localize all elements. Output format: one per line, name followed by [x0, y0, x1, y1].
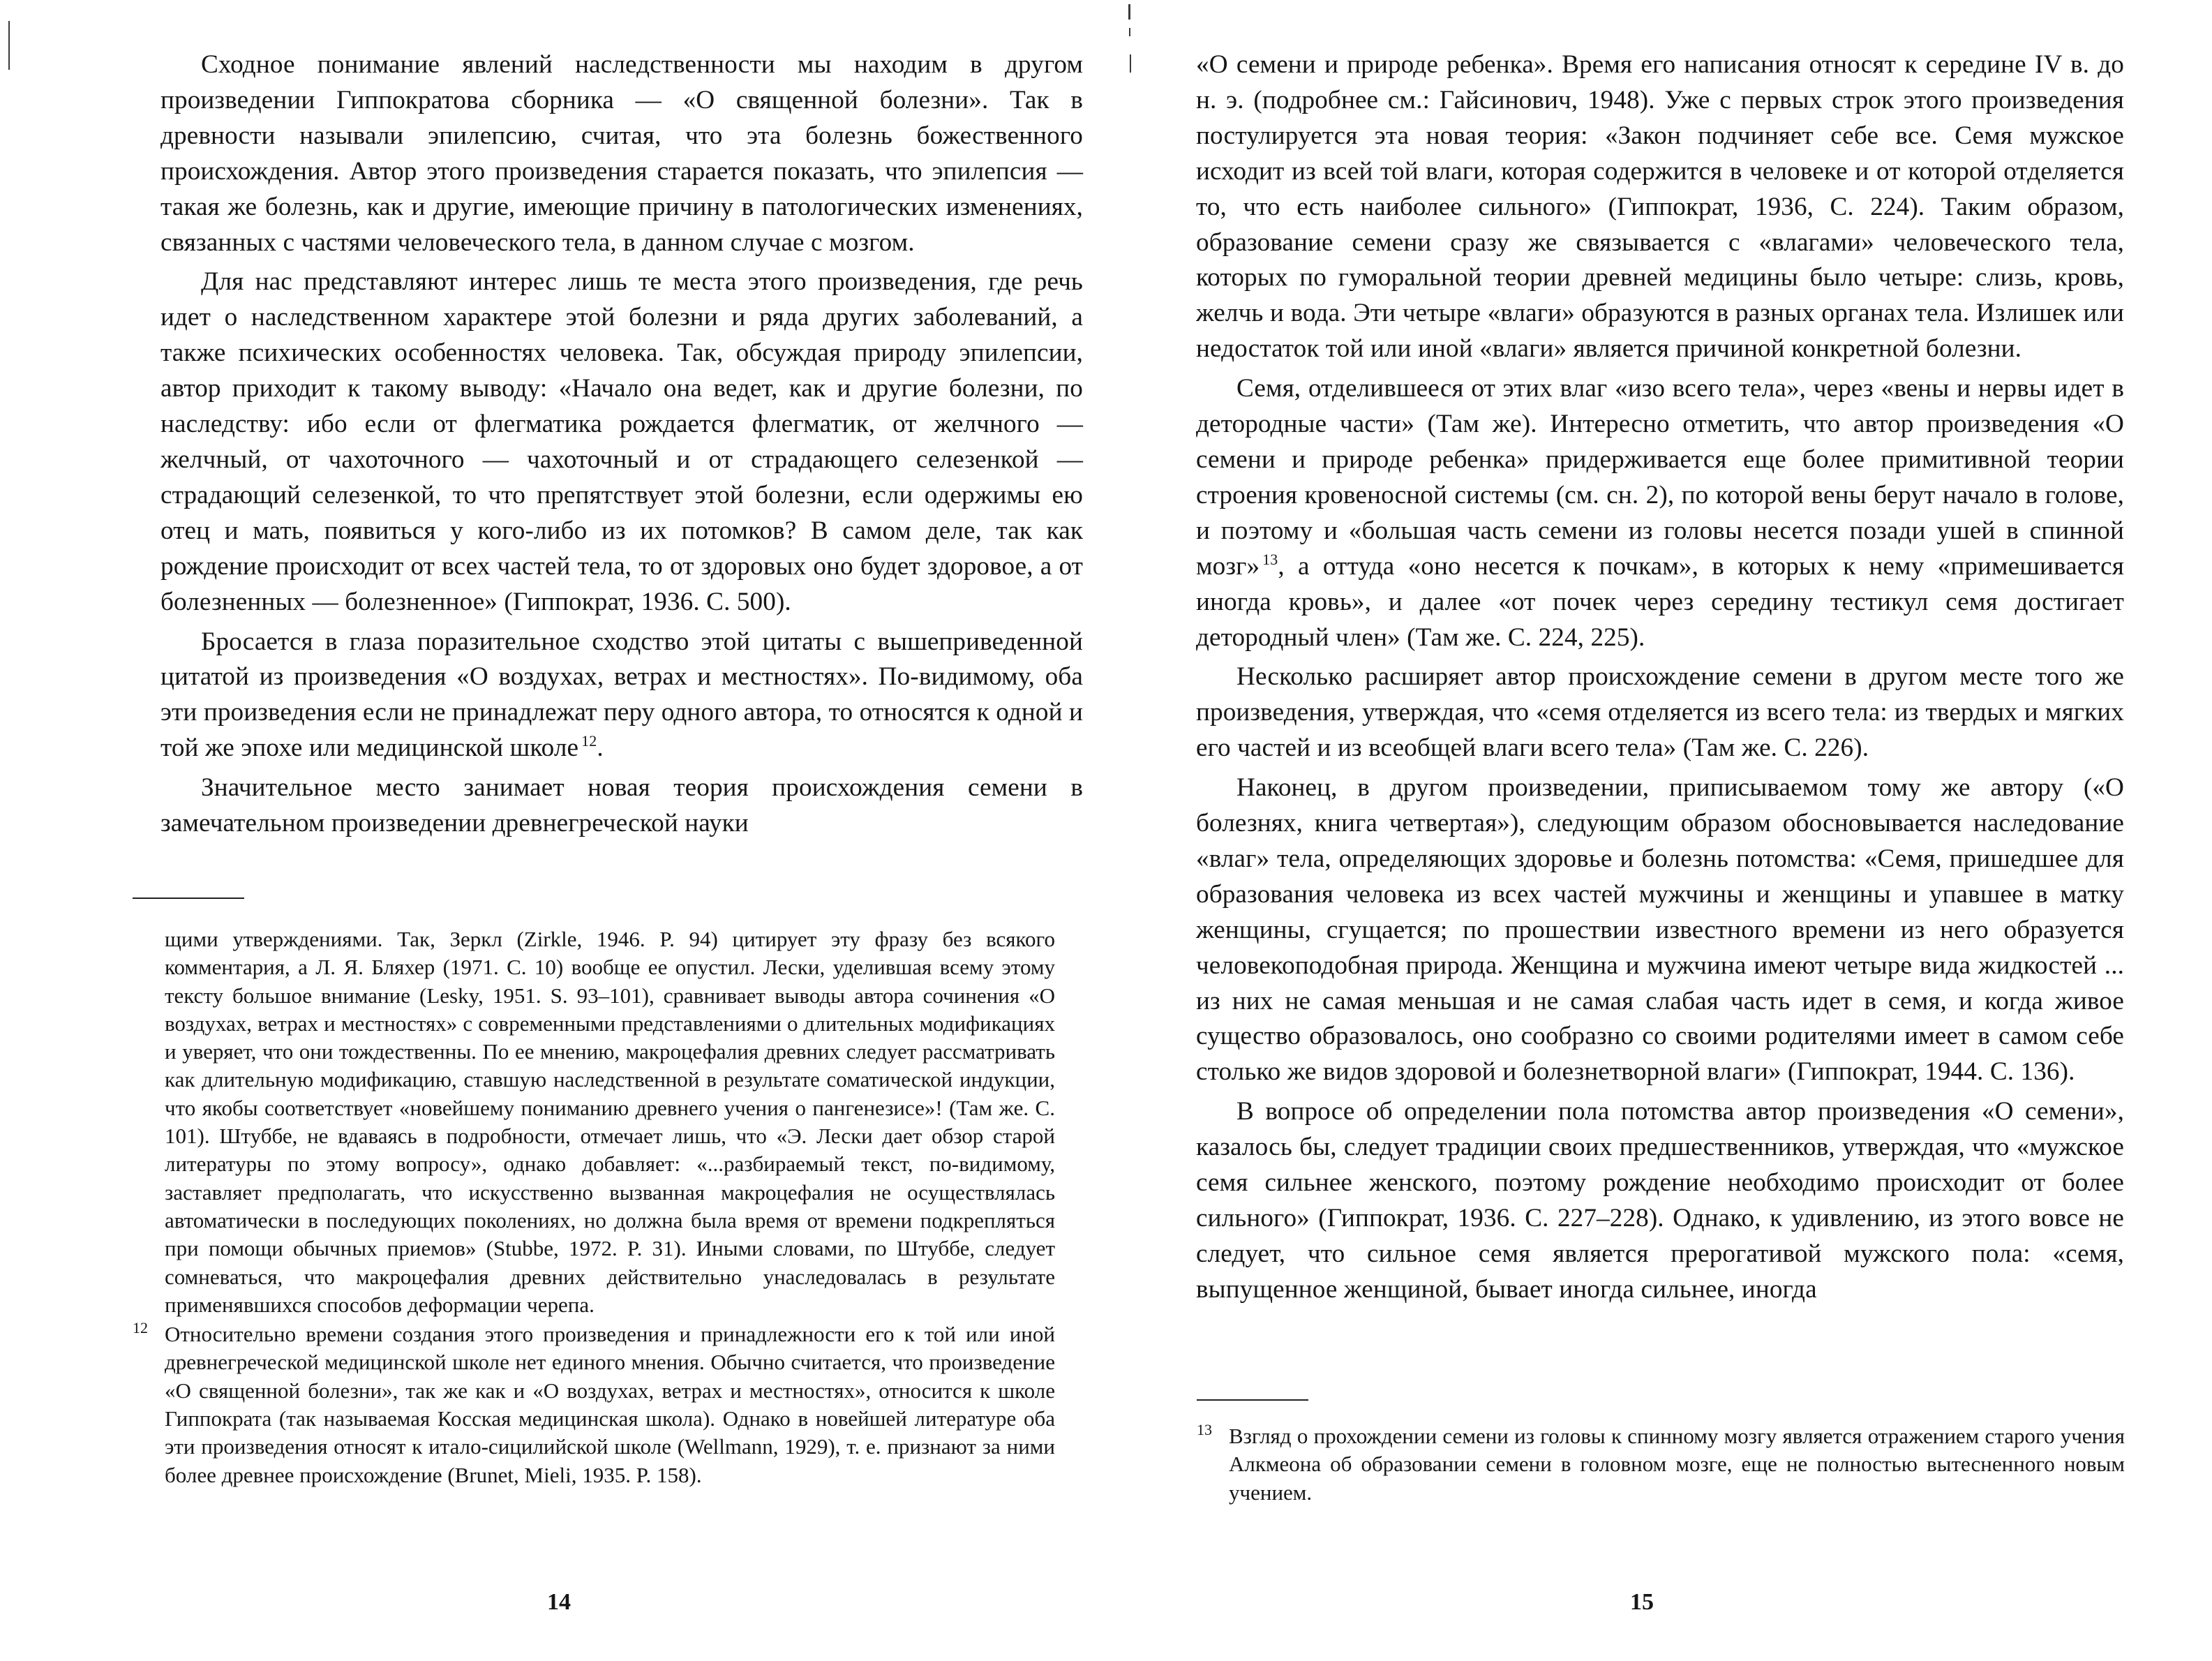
footnote-continuation — [133, 925, 1055, 1319]
right-page — [1106, 0, 2212, 1661]
left-paragraph-1: Сходное понимание явлений наследственности мы находим в другом произведении Гиппократова сборника — «О священной болезни». Так в древности называли эпилепсию, считая, что эта болезнь божественного происхождения. Автор этого произведения старается показать, что эпилепсия — такая же болезнь, как и другие, имеющие причину в патологических изменениях, связанных с частями человеческого тела, в данном случае с мозгом. — [160, 50, 1083, 257]
footnote-ref-13[interactable]: 13 — [1262, 550, 1278, 568]
left-paragraph-3-text: Бросается в глаза поразительное сходство этой цитаты с вышеприведенной цитатой из произведения «О воздухах, ветрах и местностях». По-видимому, оба эти произведения если не принадлежат перу одного автора, то относятся к одной и той же эпохе или медицинской школе — [160, 627, 1083, 763]
footnote-continuation-text: щими утверждениями. Так, Зеркл (Zirkle, 1946. P. 94) цитирует эту фразу без всякого комментария, а Л. Я. Бляхер (1971. С. 10) вообще ее опустил. Лески, уделившая всему этому тексту большое внимание (Lesky, 1951. S. 93–101), сравнивает выводы автора сочинения «О воздухах, ветрах и местностях» с современными представлениями о длительных модификациях и уверяет, что они тождественны. По ее мнению, макроцефалия древних следует рассматривать как длительную модификацию, ставшую наследственной в результате соматической индукции, что якобы соответствует «новейшему пониманию древнего учения о пангенезисе»! (Там же. С. 101). Штуббе, не вдаваясь в подробности, отмечает лишь, что «Э. Лески дает обзор старой литературы по этому вопросу», однако добавляет: «...разбираемый текст, по-видимому, заставляет предполагать, что искусственно вызванная макроцефалия не осуществлялась автоматически в последующих поколениях, но должна была время от времени подкрепляться при помощи обычных приемов» (Stubbe, 1972. P. 31). Иными словами, по Штуббе, следует сомневаться, что макроцефалия древних действительно унаследовалась в результате применявшихся способов деформации черепа. — [165, 927, 1055, 1317]
footnote-12-text: Относительно времени создания этого произведения и принадлежности его к той или иной древнегреческой медицинской школе нет единого мнения. Обычно считается, что произведение «О священной болезни», так же как и «О воздухах, ветрах и местностях», относится к школе Гиппократа (так называемая Косская медицинская школа). Однако в новейшей литературе оба эти произведения относят к итало-сицилийской школе (Wellmann, 1929), т. е. признают за ними более древнее происхождение (Brunet, Mieli, 1935. P. 158). — [165, 1322, 1055, 1487]
left-footnote-rule — [133, 897, 244, 899]
right-paragraph-3: Несколько расширяет автор происхождение семени в другом месте того же произведения, утверждая, что «семя отделяется из всего тела: из твердых и мягких его частей и из всеобщей влаги всего тела» (Там же. С. 226). — [1196, 662, 2124, 763]
footnote-13-marker: 13 — [1197, 1421, 1212, 1438]
right-footnotes — [1197, 1422, 2125, 1507]
right-footnote-rule — [1197, 1399, 1308, 1401]
page-edge-mark — [8, 21, 10, 70]
right-paragraph-1: «О семени и природе ребенка». Время его написания относят к середине IV в. до н. э. (подробнее см.: Гайсинович, 1948). Уже с первых строк этого произведения постулируется эта новая теория: «Закон подчиняет себе все. Семя мужское исходит из всей той влаги, которая содержится в человеке и от которой отделяется то, что есть наиболее сильного» (Гиппократ, 1936, С. 224). Таким образом, образование семени сразу же связывается с «влагами» человеческого тела, которых по гуморальной теории древней медицины было четыре: слизь, кровь, желчь и вода. Эти четыре «влаги» образуются в разных органах тела. Излишек или недостаток той или иной «влаги» является причиной конкретной болезни. — [1196, 50, 2124, 364]
left-page-number: 14 — [547, 1589, 571, 1615]
left-paragraph-3-end: . — [597, 733, 604, 763]
right-paragraph-2 — [1196, 371, 2124, 655]
footnote-12 — [133, 1320, 1055, 1489]
footnote-13 — [1197, 1422, 2125, 1507]
right-page-number: 15 — [1630, 1589, 1654, 1615]
right-paragraph-2-text: Семя, отделившееся от этих влаг «изо всего тела», через «вены и нервы идет в детородные части» (Там же). Интересно отметить, что автор произведения «О семени и природе ребенка» придерживается еще более примитивной теории строения кровеносной системы (см. сн. 2), по которой вены берут начало в голове, и поэтому и «большая часть семени из головы несется позади ушей в спинной мозг» — [1196, 374, 2124, 581]
left-paragraph-2: Для нас представляют интерес лишь те места этого произведения, где речь идет о наследственном характере этой болезни и ряда других заболеваний, а также психических особенностях человека. Так, обсуждая природу эпилепсии, автор приходит к такому выводу: «Начало она ведет, как и другие болезни, по наследству: ибо если от флегматика рождается флегматик, от желчного — желчный, от чахоточного — чахоточный и от страдающего селезенкой — страдающий селезенкой, то что препятствует этой болезни, если одержимы ею отец и мать, появиться у кого-либо из их потомков? В самом деле, так как рождение происходит от всех частей тела, то от здоровых оно будет здоровое, а от болезненных — болезненное» (Гиппократ, 1936. С. 500). — [160, 267, 1083, 616]
right-paragraph-2-tail: , а оттуда «оно несется к почкам», в которых к нему «примешивается иногда кровь», и далее «от почек через середину тестикул семя достигает детородный член» (Там же. С. 224, 225). — [1196, 551, 2124, 652]
left-body-text — [160, 47, 1083, 842]
right-paragraph-4: Наконец, в другом произведении, приписываемом тому же автору («О болезнях, книга четвертая»), следующим образом обосновывается наследование «влаг» тела, определяющих здоровье и болезнь потомства: «Семя, пришедшее для образования человека из всех частей мужчины и женщины и упавшее в матку женщины, сгущается; по прошествии известного времени из него образуется человекоподобная природа. Женщина и мужчина имеют четыре вида жидкостей ... из них не самая меньшая и не самая слабая часть идет в семя, и когда живое существо образовалось, оно сообразно со своими родителями имеет в самом себе столько же видов здоровой и болезнетворной влаги» (Гиппократ, 1944. С. 136). — [1196, 773, 2124, 1087]
footnote-ref-12[interactable]: 12 — [581, 732, 597, 750]
right-body-text — [1196, 47, 2124, 1308]
left-paragraph-3 — [160, 625, 1083, 767]
footnote-13-text: Взгляд о прохождении семени из головы к спинному мозгу является отражением старого учения Алкмеона об образовании семени в головном мозге, еще не полностью вытесненного новым учением. — [1229, 1424, 2125, 1505]
left-paragraph-4: Значительное место занимает новая теория происхождения семени в замечательном произведении древнегреческой науки — [160, 773, 1083, 838]
right-paragraph-5: В вопросе об определении пола потомства автор произведения «О семени», казалось бы, следует традиции своих предшественников, утверждая, что «мужское семя сильнее женского, поэтому рождение необходимо происходит от более сильного» (Гиппократ, 1936. С. 227–228). Однако, к удивлению, из этого вовсе не следует, что сильное семя является прерогативой мужского пола: «семя, выпущенное женщиной, бывает иногда сильнее, иногда — [1196, 1097, 2124, 1304]
left-footnotes — [133, 925, 1055, 1489]
footnote-12-marker: 12 — [133, 1319, 148, 1337]
